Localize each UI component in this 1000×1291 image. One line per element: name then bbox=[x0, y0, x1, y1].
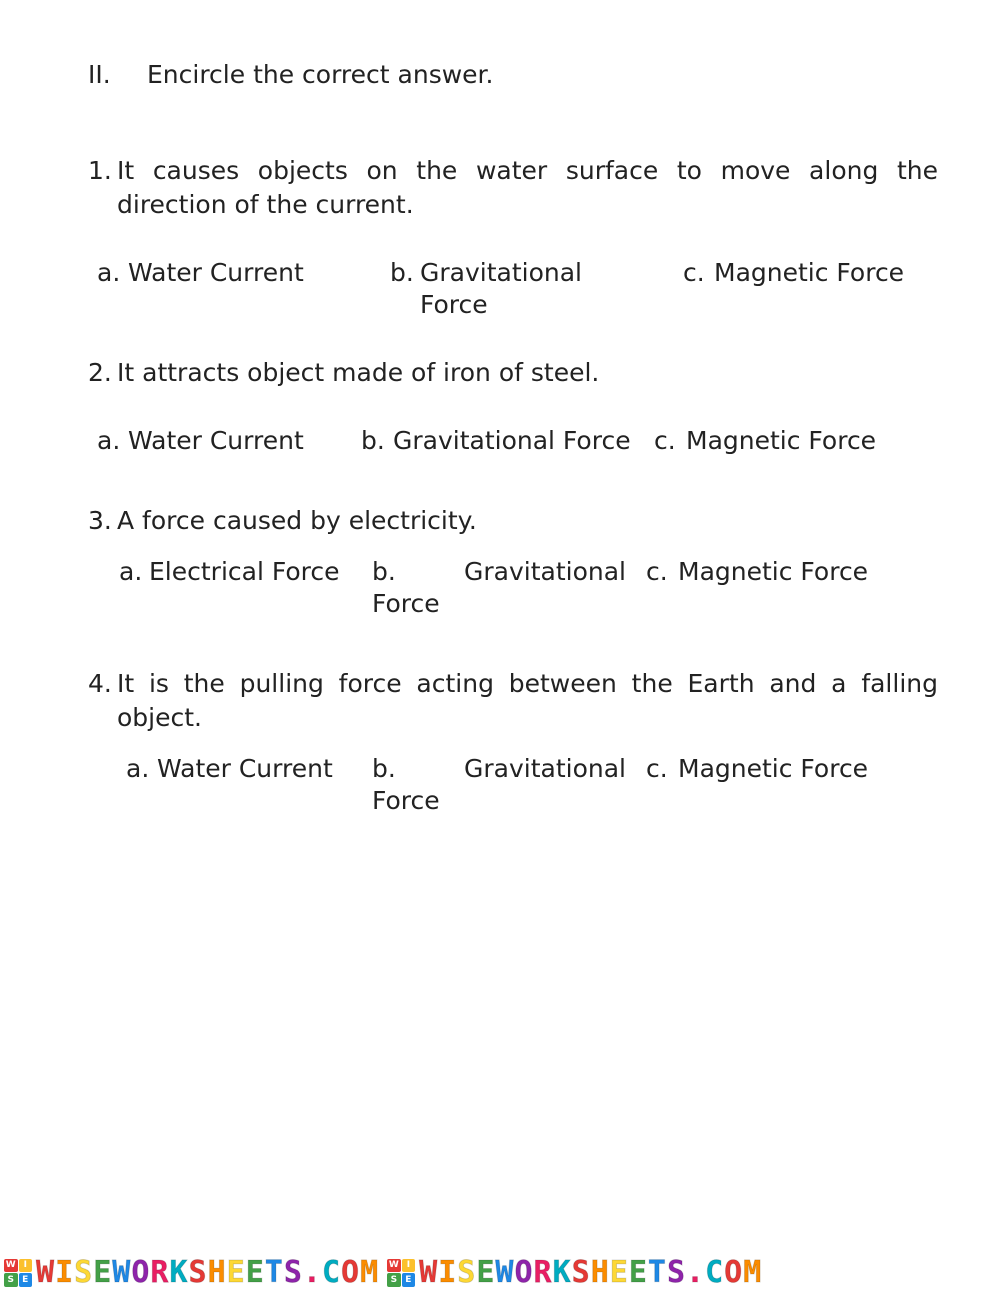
logo-cell: I bbox=[402, 1259, 416, 1273]
question-4-number: 4. bbox=[88, 669, 112, 698]
watermark-letter: W bbox=[36, 1255, 56, 1290]
watermark-text bbox=[419, 1255, 762, 1290]
wise-logo-icon bbox=[387, 1259, 415, 1287]
section-instruction: Encircle the correct answer. bbox=[147, 60, 494, 89]
section-number: II. bbox=[88, 60, 111, 89]
watermark-letter: H bbox=[207, 1255, 227, 1290]
q1-option-b-letter[interactable]: b. bbox=[390, 258, 414, 287]
watermark-letter: S bbox=[666, 1255, 686, 1290]
watermark-letter: K bbox=[552, 1255, 572, 1290]
question-1-text-line1: It causes objects on the water surface to move along the bbox=[117, 156, 938, 185]
q2-option-c-letter[interactable]: c. bbox=[654, 426, 676, 455]
logo-cell: S bbox=[387, 1273, 401, 1287]
watermark-letter: C bbox=[705, 1255, 725, 1290]
question-4-text-line1: It is the pulling force acting between the Earth and a falling bbox=[117, 669, 938, 698]
q1-option-b-text[interactable]: Gravitational Force bbox=[420, 258, 582, 319]
logo-cell: S bbox=[4, 1273, 18, 1287]
watermark-letter: W bbox=[112, 1255, 132, 1290]
q3-option-b-letter[interactable]: b. bbox=[372, 557, 396, 586]
watermark-letter: O bbox=[724, 1255, 744, 1290]
watermark-letter: W bbox=[495, 1255, 515, 1290]
logo-cell: W bbox=[5, 1260, 16, 1271]
question-1-text-line2: direction of the current. bbox=[117, 190, 414, 219]
watermark-letter: S bbox=[188, 1255, 208, 1290]
watermark-letter: . bbox=[302, 1255, 322, 1290]
logo-cell: W bbox=[388, 1260, 399, 1271]
watermark-letter: M bbox=[360, 1255, 380, 1290]
watermark-text bbox=[36, 1255, 379, 1290]
q4-option-b-text[interactable]: Gravitational bbox=[464, 754, 626, 783]
q1-option-a-letter[interactable]: a. bbox=[97, 258, 121, 287]
q2-option-a-text[interactable]: Water Current bbox=[128, 426, 304, 455]
q4-option-c-text[interactable]: Magnetic Force bbox=[678, 754, 869, 783]
q1-option-c-text[interactable]: Magnetic Force bbox=[714, 258, 905, 287]
q3-option-a-text[interactable]: Electrical Force bbox=[149, 557, 340, 586]
watermark-letter: E bbox=[245, 1255, 265, 1290]
watermark-letter: E bbox=[628, 1255, 648, 1290]
watermark-letter: O bbox=[341, 1255, 361, 1290]
watermark-unit-2 bbox=[387, 1255, 762, 1290]
watermark-unit-1 bbox=[4, 1255, 379, 1290]
watermark-letter: E bbox=[476, 1255, 496, 1290]
watermark-letter: S bbox=[571, 1255, 591, 1290]
footer-watermark bbox=[0, 1254, 1000, 1291]
q4-option-a-text[interactable]: Water Current bbox=[157, 754, 333, 783]
q3-option-a-letter[interactable]: a. bbox=[119, 557, 143, 586]
question-2-number: 2. bbox=[88, 358, 112, 387]
watermark-letter: C bbox=[321, 1255, 341, 1290]
question-3-text: A force caused by electricity. bbox=[117, 506, 477, 535]
q1-option-c-letter[interactable]: c. bbox=[683, 258, 705, 287]
q2-option-b-letter[interactable]: b. bbox=[361, 426, 385, 455]
watermark-letter: S bbox=[457, 1255, 477, 1290]
q3-option-b-text[interactable]: Gravitational bbox=[464, 557, 626, 586]
watermark-letter: O bbox=[514, 1255, 534, 1290]
watermark-letter: R bbox=[533, 1255, 553, 1290]
watermark-letter: E bbox=[93, 1255, 113, 1290]
watermark-letter: E bbox=[226, 1255, 246, 1290]
logo-cell: E bbox=[402, 1273, 416, 1287]
watermark-letter: T bbox=[264, 1255, 284, 1290]
watermark-letter: I bbox=[438, 1255, 458, 1290]
question-4-text-line2: object. bbox=[117, 703, 202, 732]
q3-option-c-letter[interactable]: c. bbox=[646, 557, 668, 586]
q4-option-a-letter[interactable]: a. bbox=[126, 754, 150, 783]
wise-logo-icon bbox=[4, 1259, 32, 1287]
watermark-letter: . bbox=[686, 1255, 706, 1290]
q2-option-a-letter[interactable]: a. bbox=[97, 426, 121, 455]
q1-option-a-text[interactable]: Water Current bbox=[128, 258, 304, 287]
question-1-number: 1. bbox=[88, 156, 112, 185]
watermark-letter: H bbox=[590, 1255, 610, 1290]
q4-option-b-text-line2[interactable]: Force bbox=[372, 786, 440, 815]
logo-cell: E bbox=[19, 1273, 33, 1287]
watermark-letter: O bbox=[131, 1255, 151, 1290]
q4-option-b-letter[interactable]: b. bbox=[372, 754, 396, 783]
q3-option-c-text[interactable]: Magnetic Force bbox=[678, 557, 869, 586]
q2-option-b-text[interactable]: Gravitational Force bbox=[393, 426, 631, 455]
watermark-letter: I bbox=[55, 1255, 75, 1290]
q3-option-b-text-line2[interactable]: Force bbox=[372, 589, 440, 618]
question-2-text: It attracts object made of iron of steel. bbox=[117, 358, 600, 387]
watermark-letter: T bbox=[647, 1255, 667, 1290]
question-3-number: 3. bbox=[88, 506, 112, 535]
watermark-letter: W bbox=[419, 1255, 439, 1290]
logo-cell: I bbox=[19, 1259, 33, 1273]
watermark-letter: R bbox=[150, 1255, 170, 1290]
watermark-letter: M bbox=[743, 1255, 763, 1290]
watermark-letter: S bbox=[74, 1255, 94, 1290]
q4-option-c-letter[interactable]: c. bbox=[646, 754, 668, 783]
watermark-letter: S bbox=[283, 1255, 303, 1290]
watermark-letter: E bbox=[609, 1255, 629, 1290]
watermark-letter: K bbox=[169, 1255, 189, 1290]
q2-option-c-text[interactable]: Magnetic Force bbox=[686, 426, 877, 455]
